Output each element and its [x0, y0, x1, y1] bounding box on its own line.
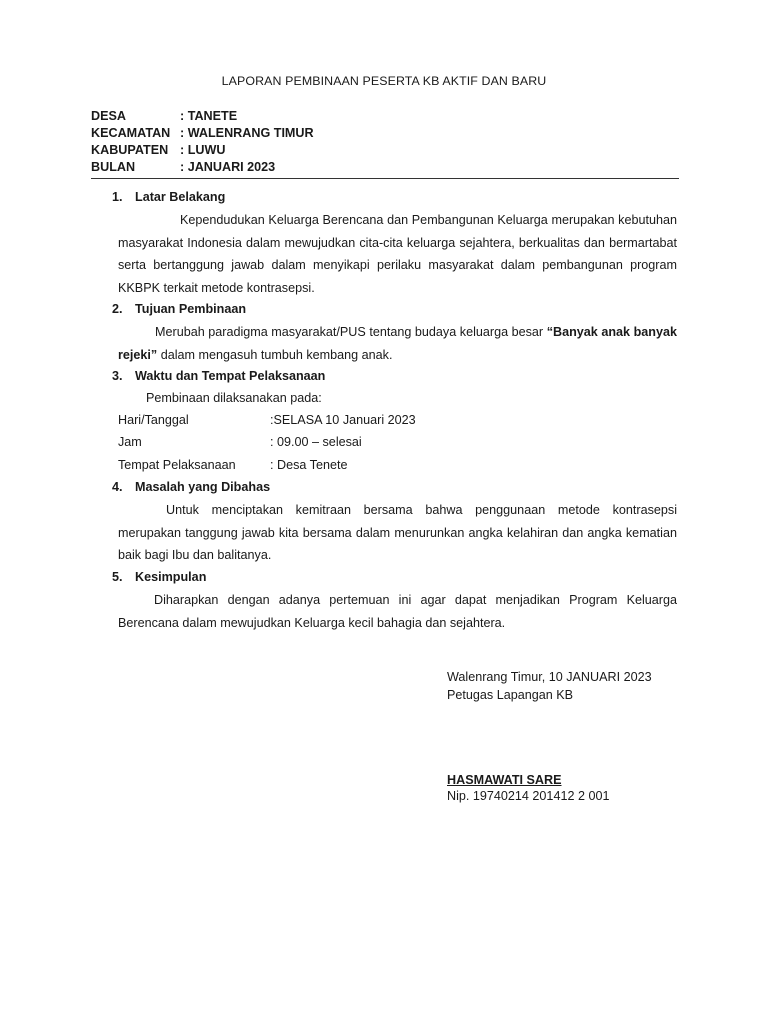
detail-value: : 09.00 – selesai — [270, 435, 362, 449]
detail-label: Hari/Tanggal — [118, 413, 189, 427]
meta-row-bulan — [91, 159, 314, 176]
detail-row-jam — [118, 435, 362, 449]
signature-nip: Nip. 19740214 201412 2 001 — [447, 789, 610, 803]
signature-name: HASMAWATI SARE — [447, 773, 562, 787]
paragraph-text: Merubah paradigma masyarakat/PUS tentang budaya keluarga besar — [155, 325, 547, 339]
meta-row-desa — [91, 108, 314, 125]
detail-value: :SELASA 10 Januari 2023 — [270, 413, 416, 427]
meta-value: : LUWU — [180, 143, 226, 157]
section-heading-kesimpulan — [112, 570, 206, 584]
meta-block — [91, 108, 314, 176]
meta-row-kecamatan — [91, 125, 314, 142]
meta-label: KABUPATEN — [91, 143, 169, 157]
meta-value: : TANETE — [180, 109, 238, 123]
section-text-kesimpulan — [118, 589, 677, 634]
detail-row-hari-tanggal — [118, 413, 416, 427]
detail-label: Tempat Pelaksanaan — [118, 458, 236, 472]
section-text-masalah — [118, 499, 677, 567]
document-title: LAPORAN PEMBINAAN PESERTA KB AKTIF DAN BARU — [221, 74, 547, 88]
signature-role: Petugas Lapangan KB — [447, 688, 574, 702]
section-text-tujuan-pembinaan — [118, 321, 677, 366]
paragraph-emphasis: “Banyak anak banyak rejeki” — [118, 325, 677, 362]
section-heading-waktu-tempat — [112, 369, 325, 383]
section-heading-tujuan-pembinaan — [112, 302, 246, 316]
meta-row-kabupaten — [91, 142, 314, 159]
section-number: 1. — [112, 190, 123, 204]
section-intro-text: Pembinaan dilaksanakan pada: — [146, 391, 322, 405]
meta-label: DESA — [91, 109, 126, 123]
paragraph-text: Kependudukan Keluarga Berencana dan Pembangunan Keluarga merupakan kebutuhan masyarakat Indonesia dalam mewujudkan cita-cita keluarga sejahtera, berkualitas dan bermartabat serta bertanggung jawab dalam menyikapi perilaku masyarakat dalam pembangunan program KKBPK terkait metode kontrasepsi. — [118, 213, 677, 295]
detail-label: Jam — [118, 435, 142, 449]
section-heading-latar-belakang — [112, 190, 225, 204]
section-title: Latar Belakang — [135, 190, 226, 204]
meta-label: BULAN — [91, 160, 136, 174]
meta-label: KECAMATAN — [91, 126, 171, 140]
section-number: 3. — [112, 369, 123, 383]
paragraph-text: Diharapkan dengan adanya pertemuan ini agar dapat menjadikan Program Keluarga Berencana dalam mewujudkan Keluarga kecil bahagia dan sejahtera. — [118, 593, 677, 630]
divider-line — [91, 178, 679, 179]
section-title: Tujuan Pembinaan — [135, 302, 247, 316]
signature-place-date: Walenrang Timur, 10 JANUARI 2023 — [447, 670, 652, 684]
section-number: 4. — [112, 480, 123, 494]
meta-value: : JANUARI 2023 — [180, 160, 276, 174]
detail-row-tempat — [118, 458, 347, 472]
section-text-latar-belakang — [118, 209, 677, 299]
detail-value: : Desa Tenete — [270, 458, 348, 472]
section-number: 2. — [112, 302, 123, 316]
section-heading-masalah — [112, 480, 270, 494]
section-number: 5. — [112, 570, 123, 584]
meta-value: : WALENRANG TIMUR — [180, 126, 314, 140]
section-title: Waktu dan Tempat Pelaksanaan — [135, 369, 326, 383]
section-title: Kesimpulan — [135, 570, 207, 584]
section-title: Masalah yang Dibahas — [135, 480, 271, 494]
paragraph-text: Untuk menciptakan kemitraan bersama bahwa penggunaan metode kontrasepsi merupakan tanggung jawab kita bersama dalam menurunkan angka kelahiran dan angka kematian baik bagi Ibu dan balitanya. — [118, 503, 677, 563]
paragraph-text-end: dalam mengasuh tumbuh kembang anak. — [157, 347, 393, 362]
